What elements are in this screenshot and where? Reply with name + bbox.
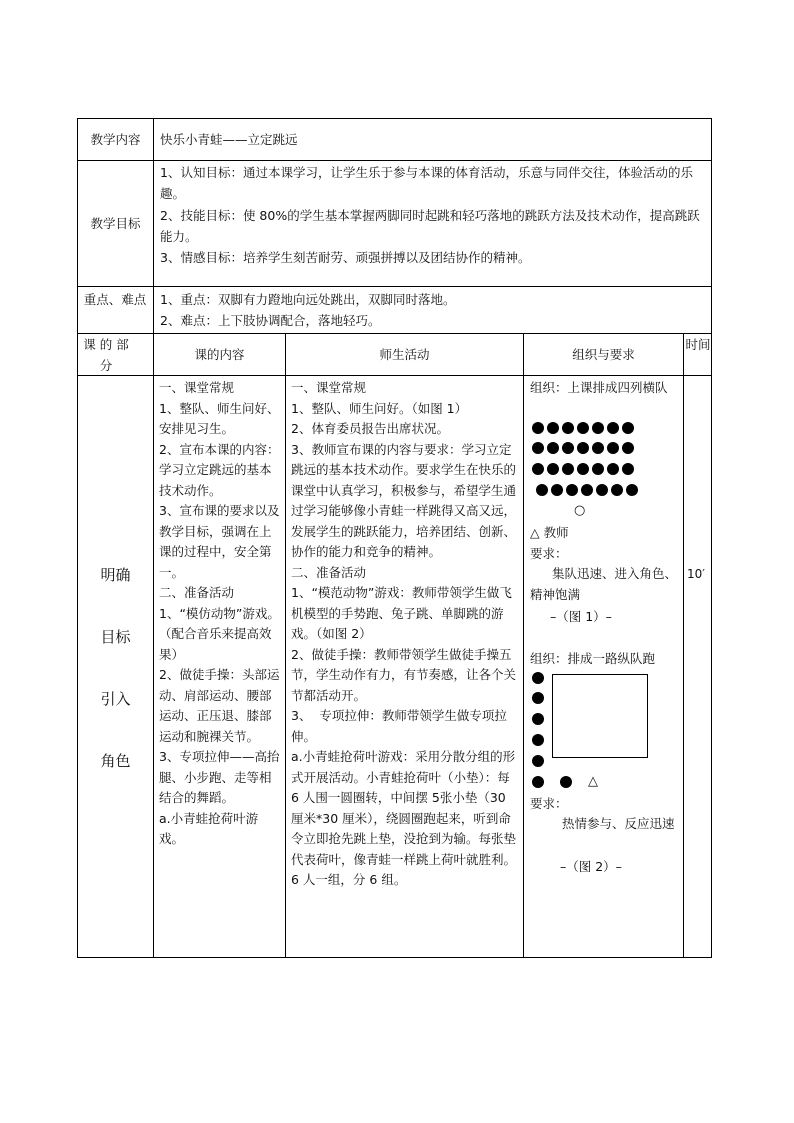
- student-dot: [566, 484, 578, 496]
- goal-3: 3、情感目标：培养学生刻苦耐劳、顽强拼搏以及团结协作的精神。: [160, 250, 531, 265]
- student-dot: [607, 442, 619, 454]
- student-dot: [577, 422, 589, 434]
- student-dot: [562, 463, 574, 475]
- col-divider: [153, 118, 154, 958]
- student-dot: [551, 484, 563, 496]
- student-dot: [547, 422, 559, 434]
- fig1-requirement-label: 要求：: [530, 546, 568, 561]
- student-dot: [622, 463, 634, 475]
- header-content: 课的内容: [194, 347, 245, 362]
- part-label-3: 引入: [100, 690, 131, 708]
- student-dot: [532, 713, 544, 725]
- part-label-1: 明确: [100, 566, 131, 584]
- student-dot: [532, 734, 544, 746]
- dot-row-4: [536, 484, 638, 496]
- circle-marker: ○: [574, 503, 586, 518]
- teacher-marker: △ 教师: [530, 525, 569, 540]
- teacher-student-activity-text: 一、课堂常规 1、整队、师生问好。（如图 1） 2、体育委员报告出席状况。 3、教师宣布课的内容与要求：学习立定跳远的基本技术动作。要求学生在快乐的课堂中认真学习，积极参与，希望学生通过学习能够像小青蛙一样跳得又高又远，发展学生的跳跃能力，培养团结、创新、协作的能力和竞争的精神。 二、准备活动 1、“模范动物”游戏：教师带领学生做飞机模型的手势跑、兔子跳、单脚跳的游戏。（如图 2） 2、做徒手操：教师带领学生做徒手操五节，学生动作有力，有节奏感，让各个关节都活动开。 3、 专项拉伸：教师带领学生做专项拉伸。 a.小青蛙抢荷叶游戏：采用分散分组的形式开展活动。小青蛙抢荷叶（小垫）：每 6 人围一圆圈转，中间摆 5张小垫（30 厘米*30 厘米），绕圆圈跑起来，听到命令立即抢先跳上垫，没抢到为输。每张垫代表荷叶，像青蛙一样跳上荷叶就胜利。6 人一组，分 6 组。: [291, 380, 517, 887]
- student-dot: [532, 422, 544, 434]
- difficulty: 2、难点：上下肢协调配合，落地轻巧。: [160, 313, 381, 328]
- dot-row-1: [532, 422, 634, 434]
- student-dot: [577, 463, 589, 475]
- part-label-4: 角色: [100, 752, 131, 770]
- dot-row-2: [532, 442, 634, 454]
- teaching-goals-label: 教学目标: [90, 216, 141, 231]
- student-dot: [547, 442, 559, 454]
- col-divider: [523, 333, 524, 958]
- key-point: 1、重点：双脚有力蹬地向远处跳出，双脚同时落地。: [160, 292, 456, 307]
- fig1-requirement: 集队迅速、进入角色、精神饱满: [530, 566, 678, 602]
- student-dot: [562, 422, 574, 434]
- student-dot: [536, 484, 548, 496]
- col-divider: [285, 333, 286, 958]
- student-dot: [577, 442, 589, 454]
- student-dot: [626, 484, 638, 496]
- teaching-content-label: 教学内容: [90, 132, 141, 147]
- student-dot: [562, 442, 574, 454]
- student-dot: [532, 672, 544, 684]
- row-divider: [77, 333, 712, 334]
- student-dot: [611, 484, 623, 496]
- lesson-content-text: 一、课堂常规 1、整队、师生问好、安排见习生。 2、宣布本课的内容：学习立定跳远的基本技术动作。 3、宣布课的要求以及教学目标，强调在上课的过程中，安全第一。 二、准备活动 1、“模仿动物”游戏。（配合音乐来提高效果） 2、做徒手操：头部运动、肩部运动、腰部运动、正压退、膝部运动和腕裸关节。 3、专项拉伸——高抬腿、小步跑、走等相结合的舞蹈。 a.小青蛙抢荷叶游戏。: [159, 380, 280, 846]
- student-dot: [532, 776, 544, 788]
- fig1-caption: –（图 1）–: [550, 609, 612, 624]
- student-dot: [592, 463, 604, 475]
- student-dot: [596, 484, 608, 496]
- fig2-org-title: 组织：排成一路纵队跑: [530, 651, 656, 666]
- fig2-requirement: 热情参与、反应迅速: [562, 816, 675, 831]
- student-dot: [532, 755, 544, 767]
- row-divider: [77, 160, 712, 161]
- goal-1: 1、认知目标：通过本课学习，让学生乐于参与本课的体育活动，乐意与同伴交往，体验活动的乐趣。: [160, 165, 693, 201]
- goal-2: 2、技能目标：使 80%的学生基本掌握两脚同时起跳和轻巧落地的跳跃方法及技术动作，提高跳跃能力。: [160, 208, 700, 244]
- student-dot: [532, 442, 544, 454]
- header-activity: 师生活动: [379, 347, 430, 362]
- header-part: 课 的 部 分: [83, 337, 133, 373]
- student-dot: [622, 442, 634, 454]
- student-dot: [532, 463, 544, 475]
- fig2-caption: –（图 2）–: [560, 859, 622, 874]
- col-divider: [683, 333, 684, 958]
- fig2-requirement-label: 要求：: [530, 796, 568, 811]
- student-dot: [581, 484, 593, 496]
- fig1-org-title: 组织：上课排成四列横队: [530, 380, 668, 395]
- row-divider: [77, 375, 712, 376]
- student-dot: [607, 422, 619, 434]
- student-dot: [547, 463, 559, 475]
- student-dot: [532, 692, 544, 704]
- triangle-marker: △: [588, 774, 598, 789]
- teaching-content-value: 快乐小青蛙——立定跳远: [160, 132, 298, 147]
- key-points-label: 重点、难点: [83, 292, 147, 307]
- student-dot: [560, 776, 572, 788]
- dot-row-3: [532, 463, 634, 475]
- student-dot: [607, 463, 619, 475]
- row-divider: [77, 286, 712, 287]
- field-square: [552, 674, 648, 758]
- time-value: 10′: [687, 567, 705, 581]
- student-dot: [592, 442, 604, 454]
- header-time: 时间: [685, 337, 711, 352]
- student-dot: [592, 422, 604, 434]
- header-organization: 组织与要求: [572, 347, 635, 362]
- part-label-2: 目标: [100, 628, 131, 646]
- student-dot: [622, 422, 634, 434]
